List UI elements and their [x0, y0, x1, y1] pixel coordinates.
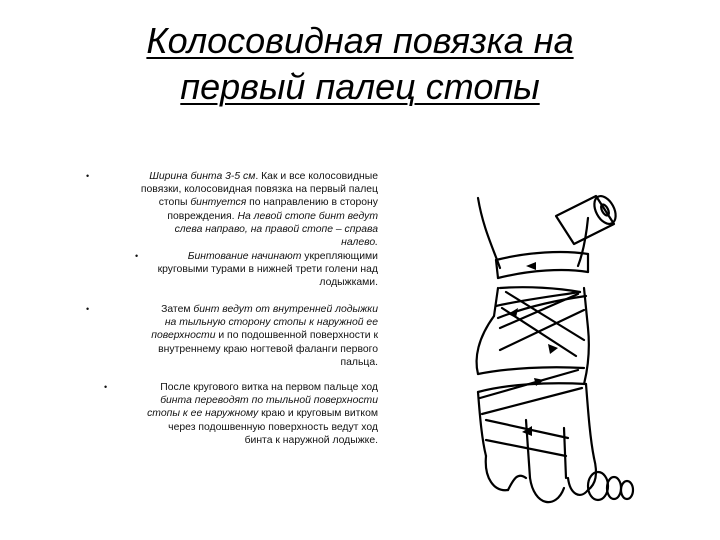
text-segment: . Как и все колосовидные: [255, 171, 378, 182]
text-segment: Затем: [161, 304, 194, 315]
text-segment: пальца.: [340, 356, 378, 368]
text-segment: бинт ведут от внутренней лодыжки: [193, 304, 378, 315]
bullet-2: •: [135, 251, 139, 261]
bullet-4: •: [104, 382, 108, 392]
text-segment: через подошвенную поверхность ведут ход: [168, 421, 378, 433]
paragraph-2: [158, 250, 378, 290]
text-segment: внутреннему краю ногтевой фаланги первого: [158, 343, 378, 355]
text-segment: Бинтование начинают: [187, 251, 302, 262]
paragraph-4: [147, 381, 378, 447]
text-segment: повязки, колосовидная повязка на первый палец: [140, 184, 378, 196]
title-line-2: первый палец стопы: [180, 66, 540, 107]
slide-title: [60, 18, 660, 110]
text-segment: слева направо, на правой стопе – справа: [174, 223, 378, 235]
text-segment: и по подошвенной поверхности к: [215, 330, 378, 342]
text-segment: стопы: [158, 197, 191, 209]
text-segment: повреждения.: [167, 210, 238, 222]
bullet-3: •: [86, 304, 90, 314]
text-segment: укрепляющими: [301, 251, 378, 262]
text-segment: стопы к ее наружному: [147, 408, 259, 420]
text-segment: краю и круговым витком: [258, 408, 378, 420]
text-segment: поверхности: [151, 330, 216, 342]
text-segment: лодыжками.: [319, 277, 378, 289]
text-segment: Ширина бинта 3-5 см: [149, 171, 256, 182]
title-line-1: Колосовидная повязка на: [146, 20, 574, 61]
text-segment: по направлению в сторону: [246, 197, 378, 209]
text-segment: бинта переводят по тыльной поверхности: [160, 395, 378, 407]
paragraph-3: [151, 303, 378, 369]
text-segment: бинта к наружной лодыжке.: [244, 434, 378, 446]
text-segment: бинтуется: [190, 197, 247, 209]
text-segment: круговыми турами в нижней трети голени над: [157, 264, 378, 276]
paragraph-1: [141, 170, 378, 249]
text-segment: После кругового витка на первом пальце ход: [160, 382, 378, 393]
text-segment: на тыльную сторону стопы к наружной ее: [164, 317, 378, 329]
bullet-1: •: [86, 171, 90, 181]
text-segment: налево.: [341, 237, 378, 249]
text-segment: На левой стопе бинт ведут: [237, 210, 378, 222]
bandaged-foot-illustration: [438, 188, 658, 528]
